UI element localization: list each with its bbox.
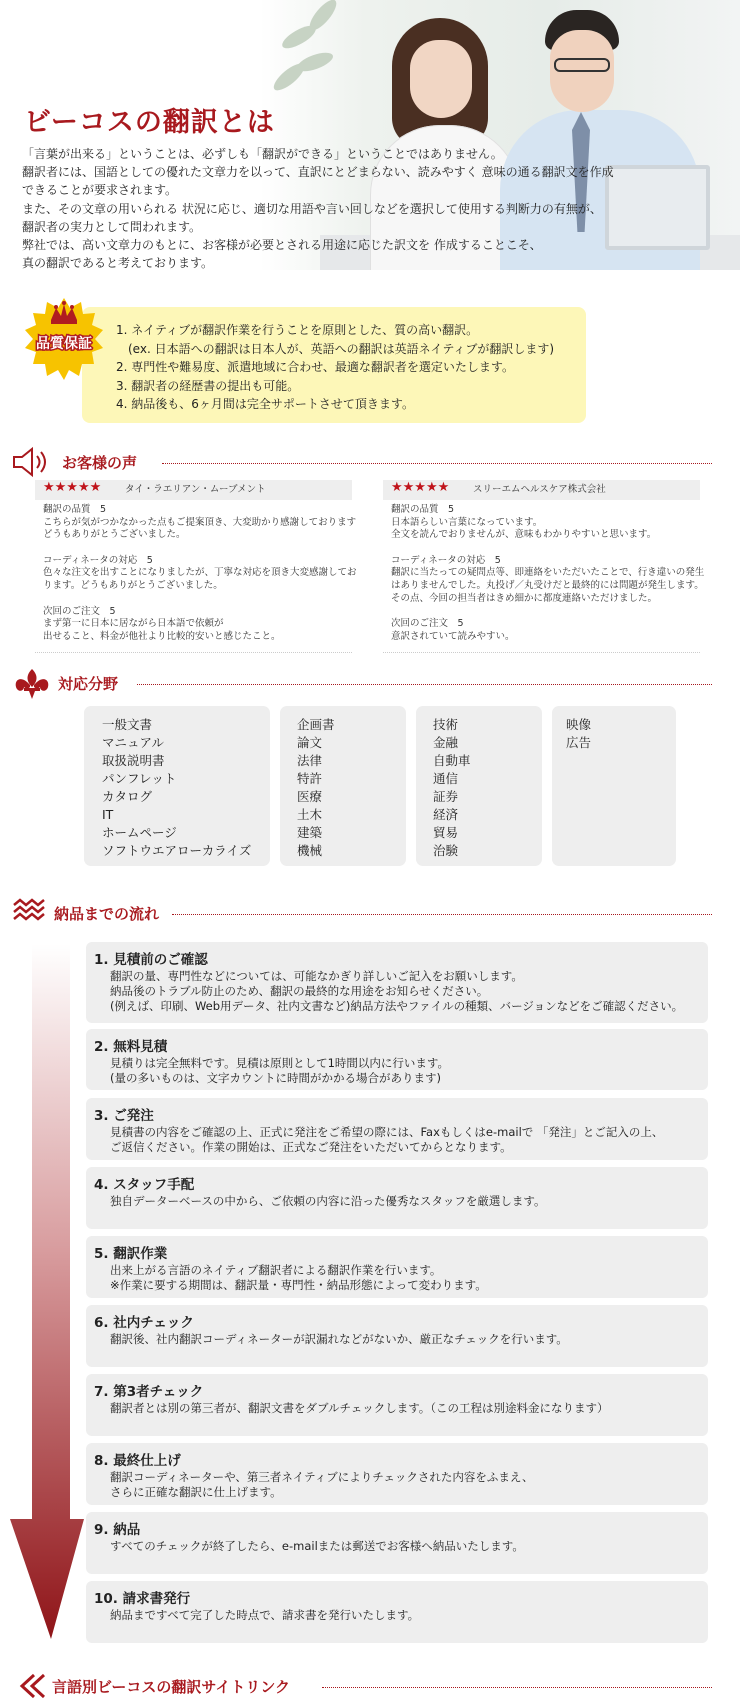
review-company: スリーエムヘルスケア株式会社 <box>473 484 606 495</box>
step-line: 納品まですべて完了した時点で、請求書を発行いたします。 <box>110 1608 420 1622</box>
step-body <box>110 1263 487 1293</box>
review-line: 翻訳の品質 5 <box>391 504 455 515</box>
review-line: 翻訳の品質 5 <box>43 504 107 515</box>
review-line: その点、今回の担当者はきめ細かに都度連絡いただけました。 <box>391 592 658 604</box>
divider <box>383 652 700 653</box>
field-item: 通信 <box>433 771 459 786</box>
section-header-reviews <box>12 444 712 480</box>
step-line: (例えば、印刷、Web用データ、社内文書など)納品方法やファイルの種類、バージョンなどをご確認ください。 <box>110 999 684 1013</box>
flow-step <box>86 1167 708 1229</box>
flow-arrow <box>8 944 86 1639</box>
field-column <box>416 706 542 866</box>
field-item: 取扱説明書 <box>102 753 165 768</box>
field-item: 医療 <box>297 789 323 804</box>
field-item: マニュアル <box>102 735 165 750</box>
quality-item: 4. 納品後も、6ヶ月間は完全サポートさせて頂きます。 <box>116 397 414 412</box>
chevron-left-icon <box>12 1672 46 1700</box>
intro-line: また、その文章の用いられる 状況に応じ、適切な用語や言い回しなどを選択して使用する判断力の有無が、 <box>22 201 602 216</box>
quality-item: 1. ネイティブが翻訳作業を行うことを原則とした、質の高い翻訳。 <box>116 323 479 337</box>
badge-label: 品質保証 <box>36 336 92 352</box>
section-title: お客様の声 <box>62 454 138 472</box>
step-line: 翻訳の量、専門性などについては、可能なかぎり詳しいご記入をお願いします。 <box>110 969 523 983</box>
intro-line: 「言葉が出来る」ということは、必ずしも「翻訳ができる」ということではありません。 <box>22 147 503 161</box>
step-line: 翻訳後、社内翻訳コーディネーターが訳漏れなどがないか、厳正なチェックを行います。 <box>110 1332 568 1346</box>
step-title: 3. ご発注 <box>94 1108 154 1124</box>
field-column <box>552 706 676 866</box>
step-title: 9. 納品 <box>94 1522 141 1538</box>
step-title: 4. スタッフ手配 <box>94 1177 195 1193</box>
review-line: 翻訳に当たっての疑問点等、即連絡をいただいたことで、行き違いの発生 <box>391 567 705 579</box>
speaker-icon <box>12 446 54 478</box>
step-title: 5. 翻訳作業 <box>94 1246 168 1262</box>
step-title: 6. 社内チェック <box>94 1315 194 1331</box>
field-item: 経済 <box>433 807 459 822</box>
intro-line: 弊社では、高い文章力のもとに、お客様が必要とされる用途に応じた訳文を 作成することこそ、 <box>22 238 542 253</box>
divider <box>137 684 712 685</box>
field-item: カタログ <box>102 789 153 804</box>
flow-step <box>86 1443 708 1505</box>
flow-step <box>86 1236 708 1298</box>
field-item: 自動車 <box>433 753 471 768</box>
flow-step <box>86 1512 708 1574</box>
step-body <box>110 1332 568 1347</box>
field-column <box>84 706 270 866</box>
step-line: ご返信ください。作業の開始は、正式なご発注をいただいてからとなります。 <box>110 1140 512 1154</box>
field-item: 金融 <box>433 735 459 750</box>
review-card <box>35 480 357 653</box>
step-body <box>110 1401 609 1416</box>
review-body <box>35 500 357 643</box>
section-header-flow <box>12 895 712 931</box>
review-line: 出せること、料金が他社より比較的安いと感じたこと。 <box>43 630 281 642</box>
step-title: 10. 請求書発行 <box>94 1591 191 1607</box>
field-item: IT <box>102 807 114 822</box>
field-item: 貿易 <box>433 825 459 840</box>
fleur-de-lis-icon <box>12 667 52 701</box>
step-title: 2. 無料見積 <box>94 1039 168 1055</box>
flow-step <box>86 1374 708 1436</box>
step-body <box>110 1539 524 1554</box>
step-line: (量の多いものは、文字カウントに時間がかかる場合があります) <box>110 1071 441 1085</box>
page-title: ビーコスの翻訳とは <box>24 107 275 138</box>
step-body <box>110 1056 449 1086</box>
review-line: こちらが気がつかなかった点もご提案頂き、大変助かり感謝しております <box>43 516 357 528</box>
field-item: 企画書 <box>297 717 335 732</box>
step-title: 8. 最終仕上げ <box>94 1453 181 1469</box>
field-item: パンフレット <box>102 771 177 786</box>
field-item: 特許 <box>297 771 323 786</box>
field-column <box>280 706 406 866</box>
step-line: 翻訳者とは別の第三者が、翻訳文書をダブルチェックします。（この工程は別途料金になります） <box>110 1401 609 1415</box>
step-line: 独自データーベースの中から、ご依頼の内容に沿った優秀なスタッフを厳選します。 <box>110 1194 546 1208</box>
field-item: 一般文書 <box>102 717 153 732</box>
field-item: 治験 <box>433 843 459 858</box>
zigzag-icon <box>12 897 46 927</box>
step-line: ※作業に要する期間は、翻訳量・専門性・納品形態によって変わります。 <box>110 1278 487 1292</box>
review-line: 次回のご注文 5 <box>391 618 464 630</box>
step-body <box>110 1608 419 1623</box>
crown-icon <box>51 301 77 324</box>
quality-guarantee-badge <box>18 290 110 382</box>
field-item: ホームページ <box>102 825 177 840</box>
review-line: 全文を読んでおりませんが、意味もわかりやすいと思います。 <box>391 529 657 541</box>
field-item: 証券 <box>433 789 459 804</box>
review-line: どうもありがとうございました。 <box>43 529 186 541</box>
quality-item: 3. 翻訳者の経歴書の提出も可能。 <box>116 378 300 393</box>
divider <box>35 652 352 653</box>
intro-line: 真の翻訳であると考えております。 <box>22 256 214 271</box>
star-rating: ★★★★★ <box>43 480 102 495</box>
review-body <box>383 500 705 643</box>
review-header <box>35 480 352 500</box>
field-item: 機械 <box>297 843 323 858</box>
star-rating: ★★★★★ <box>391 480 450 495</box>
review-line: ります。どうもありがとうございました。 <box>43 579 223 591</box>
step-line: 見積書の内容をご確認の上、正式に発注をご希望の際には、Faxもしくはe-mailで 「発注」とご記入の上、 <box>110 1125 664 1139</box>
review-line: 意訳されていて読みやすい。 <box>391 630 515 642</box>
flow-step <box>86 942 708 1023</box>
review-company: タイ・ラエリアン・ムーブメント <box>125 484 266 495</box>
quality-item: 2. 専門性や難易度、派遣地域に合わせ、最適な翻訳者を選定いたします。 <box>116 360 514 375</box>
field-item: 法律 <box>297 753 323 768</box>
step-line: 翻訳コーディネーターや、第三者ネイティブによりチェックされた内容をふまえ、 <box>110 1470 534 1484</box>
section-title: 納品までの流れ <box>54 905 160 923</box>
step-title: 1. 見積前のご確認 <box>94 952 208 968</box>
intro-line: 翻訳者には、国語としての優れた文章力を以って、直訳にとどまらない、読みやすく 意味の通る翻訳文を作成 <box>22 165 614 180</box>
divider <box>322 1687 712 1688</box>
section-title: 対応分野 <box>58 675 119 693</box>
review-line: 色々な注文を出すことになりましたが、丁寧な対応を頂き大変感謝してお <box>43 567 357 579</box>
flow-step <box>86 1581 708 1643</box>
field-item: 映像 <box>566 717 592 732</box>
hero-section <box>0 0 740 290</box>
intro-line: 翻訳者の実力として問われます。 <box>22 219 202 234</box>
field-item: 論文 <box>297 735 323 750</box>
step-body <box>110 1470 534 1500</box>
flow-step <box>86 1098 708 1160</box>
review-line: コーディネータの対応 5 <box>43 554 153 566</box>
step-body <box>110 1125 663 1155</box>
divider <box>162 463 712 464</box>
step-title: 7. 第3者チェック <box>94 1384 204 1400</box>
quality-guarantee-box <box>82 307 586 423</box>
intro-line: できることが要求されます。 <box>22 183 178 198</box>
step-body <box>110 969 683 1014</box>
review-line: 日本語らしい言葉になっています。 <box>391 516 543 528</box>
quality-item: (ex. 日本語への翻訳は日本人が、英語への翻訳は英語ネイティブが翻訳します) <box>116 341 555 356</box>
field-item: 土木 <box>297 807 323 822</box>
field-item: 建築 <box>297 825 323 840</box>
field-item: ソフトウエアローカライズ <box>102 843 252 858</box>
section-header-links <box>12 1670 712 1700</box>
flow-step <box>86 1029 708 1090</box>
divider <box>172 914 712 915</box>
step-line: 出来上がる言語のネイティブ翻訳者による翻訳作業を行います。 <box>110 1263 442 1277</box>
step-body <box>110 1194 546 1209</box>
step-line: さらに正確な翻訳に仕上げます。 <box>110 1485 282 1499</box>
field-item: 技術 <box>433 717 459 732</box>
review-line: はありませんでした。丸投げ／丸受けだと最終的には問題が発生します。 <box>391 579 704 591</box>
step-line: 納品後のトラブル防止のため、翻訳の最終的な用途をお知らせください。 <box>110 984 489 998</box>
section-header-fields <box>12 665 712 701</box>
field-item: 広告 <box>566 735 592 750</box>
review-line: 次回のご注文 5 <box>43 605 116 617</box>
section-title: 言語別ビーコスの翻訳サイトリンク <box>52 1678 291 1696</box>
flow-step <box>86 1305 708 1367</box>
review-line: まず第一に日本に居ながら日本語で依頼が <box>43 618 224 630</box>
review-card <box>383 480 705 653</box>
intro-text <box>22 145 622 272</box>
quality-list <box>82 307 586 414</box>
step-line: すべてのチェックが終了したら、e-mailまたは郵送でお客様へ納品いたします。 <box>110 1539 524 1553</box>
step-line: 見積りは完全無料です。見積は原則として1時間以内に行います。 <box>110 1056 449 1070</box>
review-line: コーディネータの対応 5 <box>391 554 501 566</box>
review-header <box>383 480 700 500</box>
